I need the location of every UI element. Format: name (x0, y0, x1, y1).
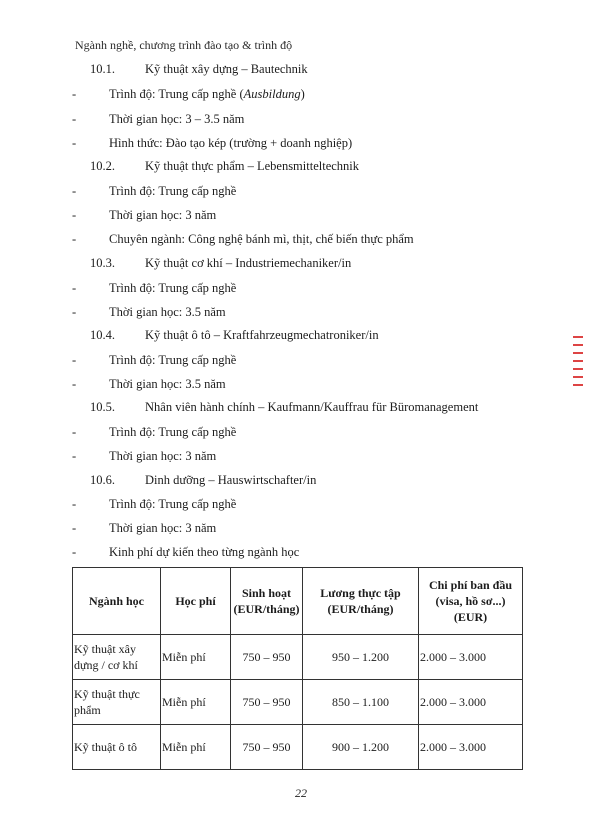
table-cell: 750 – 950 (231, 725, 303, 770)
section-title-text: Kỹ thuật ô tô – Kraftfahrzeugmechatroniker/in (145, 328, 379, 342)
section-title (90, 473, 316, 488)
table-cell: Kỹ thuật thực phẩm (73, 680, 161, 725)
table-cell: Kỹ thuật ô tô (73, 725, 161, 770)
bullet-text: Trình độ: Trung cấp nghề ( (109, 87, 244, 101)
bullet-text: Thời gian học: 3 năm (109, 208, 217, 222)
table-cell: 2.000 – 3.000 (419, 635, 523, 680)
section-title (90, 328, 379, 343)
section-title (90, 159, 359, 174)
section-number: 10.5. (90, 400, 115, 414)
table-row (73, 725, 523, 770)
header-cell: Chi phí ban đầu (visa, hồ sơ...) (EUR) (419, 568, 523, 635)
bullet-text: Trình độ: Trung cấp nghề (109, 281, 237, 295)
table-cell: 850 – 1.100 (303, 680, 419, 725)
bullet-item: - Hình thức: Đào tạo kép (trường + doanh nghiệp) (72, 136, 353, 150)
section-number: 10.2. (90, 159, 115, 173)
table-cell: 750 – 950 (231, 635, 303, 680)
table-cell: Miễn phí (161, 635, 231, 680)
table-cell: Kỹ thuật xây dựng / cơ khí (73, 635, 161, 680)
section-title (90, 400, 478, 415)
table-cell: 750 – 950 (231, 680, 303, 725)
bullet-text: Trình độ: Trung cấp nghề (109, 497, 237, 511)
bullet-text: Hình thức: Đào tạo kép (trường + doanh nghiệp) (109, 136, 353, 150)
bullet-item: - Trình độ: Trung cấp nghề (72, 353, 237, 367)
bullet-text: Trình độ: Trung cấp nghề (109, 184, 237, 198)
bullet-item: - Trình độ: Trung cấp nghề (72, 425, 237, 439)
table-cell: 2.000 – 3.000 (419, 680, 523, 725)
stamp-edge-mark (570, 330, 586, 430)
bullet-text-after: ) (300, 87, 305, 101)
bullet-text: Thời gian học: 3 – 3.5 năm (109, 112, 245, 126)
bullet-text: Chuyên ngành: Công nghệ bánh mì, thịt, chế biến thực phẩm (109, 232, 414, 246)
table-row (73, 635, 523, 680)
bullet-item: - Kinh phí dự kiến theo từng ngành học (72, 545, 300, 559)
section-title (90, 62, 308, 77)
section-number: 10.3. (90, 256, 115, 270)
bullet-item: - Thời gian học: 3 năm (72, 521, 217, 535)
table-header-row (73, 568, 523, 635)
header-cell: Lương thực tập (EUR/tháng) (303, 568, 419, 635)
section-title (90, 256, 351, 271)
bullet-item: - Trình độ: Trung cấp nghề (72, 281, 237, 295)
bullet-text: Trình độ: Trung cấp nghề (109, 353, 237, 367)
table-cell: 2.000 – 3.000 (419, 725, 523, 770)
table-cell: 900 – 1.200 (303, 725, 419, 770)
section-title-text: Kỹ thuật xây dựng – Bautechnik (145, 62, 308, 76)
page-number: 22 (295, 786, 307, 800)
section-title-text: Dinh dưỡng – Hauswirtschafter/in (145, 473, 317, 487)
header-cell: Ngành học (73, 568, 161, 635)
bullet-item: - Thời gian học: 3 năm (72, 208, 217, 222)
bullet-text: Thời gian học: 3.5 năm (109, 305, 226, 319)
bullet-text: Thời gian học: 3 năm (109, 521, 217, 535)
table-cell: 950 – 1.200 (303, 635, 419, 680)
table-cell: Miễn phí (161, 725, 231, 770)
section-title-text: Kỹ thuật cơ khí – Industriemechaniker/in (145, 256, 352, 270)
section-number: 10.1. (90, 62, 115, 76)
section-number: 10.6. (90, 473, 115, 487)
table-cell: Miễn phí (161, 680, 231, 725)
section-heading: Ngành nghề, chương trình đào tạo & trình độ (75, 38, 293, 52)
table-row (73, 680, 523, 725)
bullet-item: - Trình độ: Trung cấp nghề (Ausbildung) (72, 87, 305, 101)
bullet-text: Kinh phí dự kiến theo từng ngành học (109, 545, 300, 559)
bullet-item: - Thời gian học: 3 – 3.5 năm (72, 112, 245, 126)
bullet-item: - Thời gian học: 3 năm (72, 449, 217, 463)
fee-table (72, 567, 523, 770)
header-cell: Học phí (161, 568, 231, 635)
bullet-item: - Chuyên ngành: Công nghệ bánh mì, thịt, chế biến thực phẩm (72, 232, 414, 246)
bullet-text: Thời gian học: 3 năm (109, 449, 217, 463)
bullet-text: Trình độ: Trung cấp nghề (109, 425, 237, 439)
header-cell: Sinh hoạt (EUR/tháng) (231, 568, 303, 635)
bullet-italic-text: Ausbildung (243, 87, 301, 101)
section-title-text: Kỹ thuật thực phẩm – Lebensmitteltechnik (145, 159, 360, 173)
bullet-text: Thời gian học: 3.5 năm (109, 377, 226, 391)
bullet-item: - Trình độ: Trung cấp nghề (72, 184, 237, 198)
bullet-item: - Thời gian học: 3.5 năm (72, 305, 226, 319)
section-title-text: Nhân viên hành chính – Kaufmann/Kauffrau für Büromanagement (145, 400, 479, 414)
section-number: 10.4. (90, 328, 115, 342)
bullet-item: - Thời gian học: 3.5 năm (72, 377, 226, 391)
bullet-item: - Trình độ: Trung cấp nghề (72, 497, 237, 511)
